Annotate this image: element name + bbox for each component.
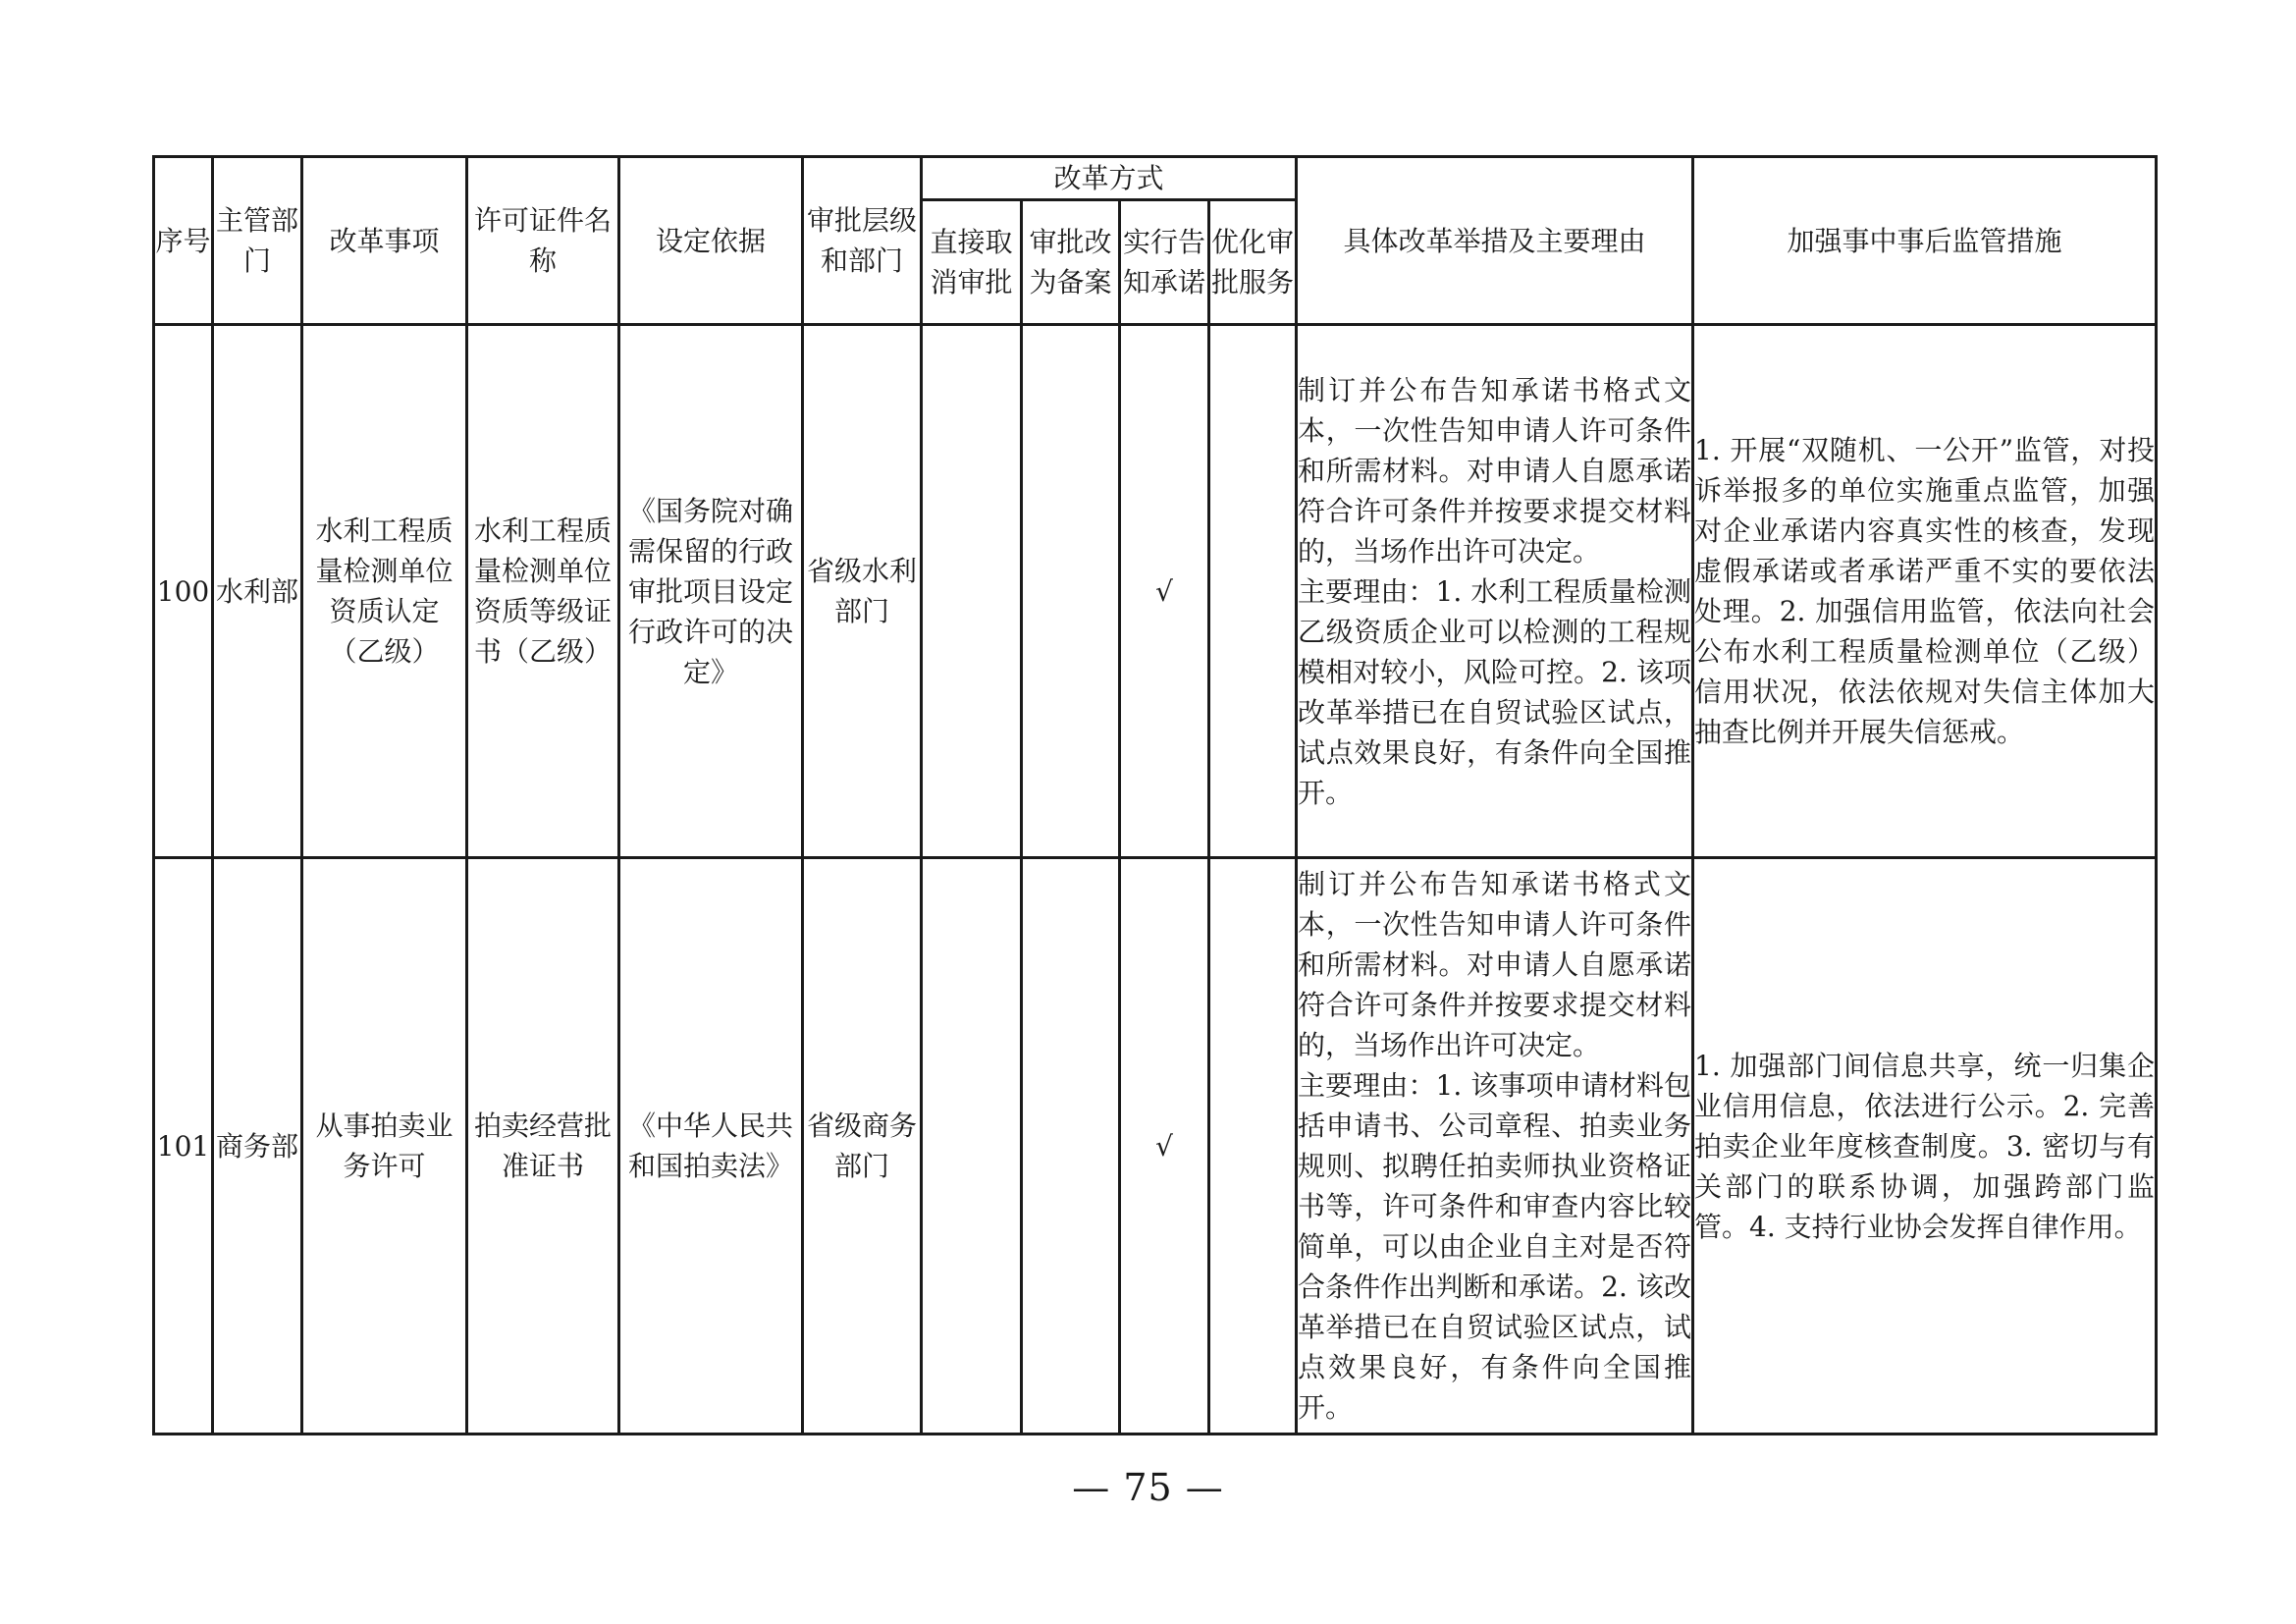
measures-text: 制订并公布告知承诺书格式文本，一次性告知申请人许可条件和所需材料。对申请人自愿承诺符合许可条件并按要求提交材料的，当场作出许可决定。 主要理由：1. 水利工程质量检测乙级资质企业可以检测的工程规模相对较小，风险可控。2. 该项改革举措已在自贸试验区试点，试点效果良好，有条件向全国推开。 <box>1298 373 1692 809</box>
header-license: 许可证件名称 <box>467 157 619 325</box>
cell-mode-cancel <box>922 325 1022 858</box>
cell-mode-cancel <box>922 858 1022 1435</box>
header-mode-group: 改革方式 <box>922 157 1297 200</box>
cell-mode-optimize <box>1209 325 1297 858</box>
cell-mode-commit-check: √ <box>1120 858 1209 1435</box>
cell-license: 水利工程质量检测单位资质等级证书（乙级） <box>467 325 619 858</box>
cell-supervision: 1. 加强部门间信息共享，统一归集企业信用信息，依法进行公示。2. 完善拍卖企业年度核查制度。3. 密切与有关部门的联系协调，加强跨部门监管。4. 支持行业协会发挥自律作用。 <box>1693 858 2157 1435</box>
header-measures: 具体改革举措及主要理由 <box>1297 157 1693 325</box>
header-basis: 设定依据 <box>619 157 803 325</box>
cell-measures <box>1297 325 1693 858</box>
cell-measures <box>1297 858 1693 1435</box>
cell-mode-commit-check: √ <box>1120 325 1209 858</box>
header-mode-filing: 审批改为备案 <box>1022 200 1120 325</box>
cell-level: 省级商务部门 <box>803 858 922 1435</box>
header-mode-commit: 实行告知承诺 <box>1120 200 1209 325</box>
header-level: 审批层级和部门 <box>803 157 922 325</box>
cell-seq: 101 <box>154 858 213 1435</box>
cell-mode-filing <box>1022 325 1120 858</box>
cell-level: 省级水利部门 <box>803 325 922 858</box>
header-mode-cancel: 直接取消审批 <box>922 200 1022 325</box>
cell-dept: 水利部 <box>213 325 302 858</box>
measures-text: 制订并公布告知承诺书格式文本，一次性告知申请人许可条件和所需材料。对申请人自愿承诺符合许可条件并按要求提交材料的，当场作出许可决定。 主要理由：1. 该事项申请材料包括申请书、公司章程、拍卖业务规则、拟聘任拍卖师执业资格证书等，许可条件和审查内容比较简单，可以由企业自主对是否符合条件作出判断和承诺。2. 该改革举措已在自贸试验区试点，试点效果良好，有条件向全国推开。 <box>1298 868 1692 1424</box>
cell-basis: 《国务院对确需保留的行政审批项目设定行政许可的决定》 <box>619 325 803 858</box>
cell-dept: 商务部 <box>213 858 302 1435</box>
header-supervision: 加强事中事后监管措施 <box>1693 157 2157 325</box>
cell-supervision: 1. 开展“双随机、一公开”监管，对投诉举报多的单位实施重点监管，加强对企业承诺内容真实性的核查，发现虚假承诺或者承诺严重不实的要依法处理。2. 加强信用监管，依法向社会公布水利工程质量检测单位（乙级）信用状况，依法依规对失信主体加大抽查比例并开展失信惩戒。 <box>1693 325 2157 858</box>
cell-mode-filing <box>1022 858 1120 1435</box>
cell-basis: 《中华人民共和国拍卖法》 <box>619 858 803 1435</box>
header-seq: 序号 <box>154 157 213 325</box>
cell-item: 从事拍卖业务许可 <box>302 858 467 1435</box>
table-row <box>154 858 2157 1435</box>
reform-table <box>152 155 2158 1435</box>
header-mode-optimize: 优化审批服务 <box>1209 200 1297 325</box>
header-dept: 主管部门 <box>213 157 302 325</box>
page-number: — 75 — <box>1072 1466 1224 1509</box>
cell-mode-optimize <box>1209 858 1297 1435</box>
cell-license: 拍卖经营批准证书 <box>467 858 619 1435</box>
table-row <box>154 325 2157 858</box>
cell-item: 水利工程质量检测单位资质认定（乙级） <box>302 325 467 858</box>
cell-seq: 100 <box>154 325 213 858</box>
header-item: 改革事项 <box>302 157 467 325</box>
